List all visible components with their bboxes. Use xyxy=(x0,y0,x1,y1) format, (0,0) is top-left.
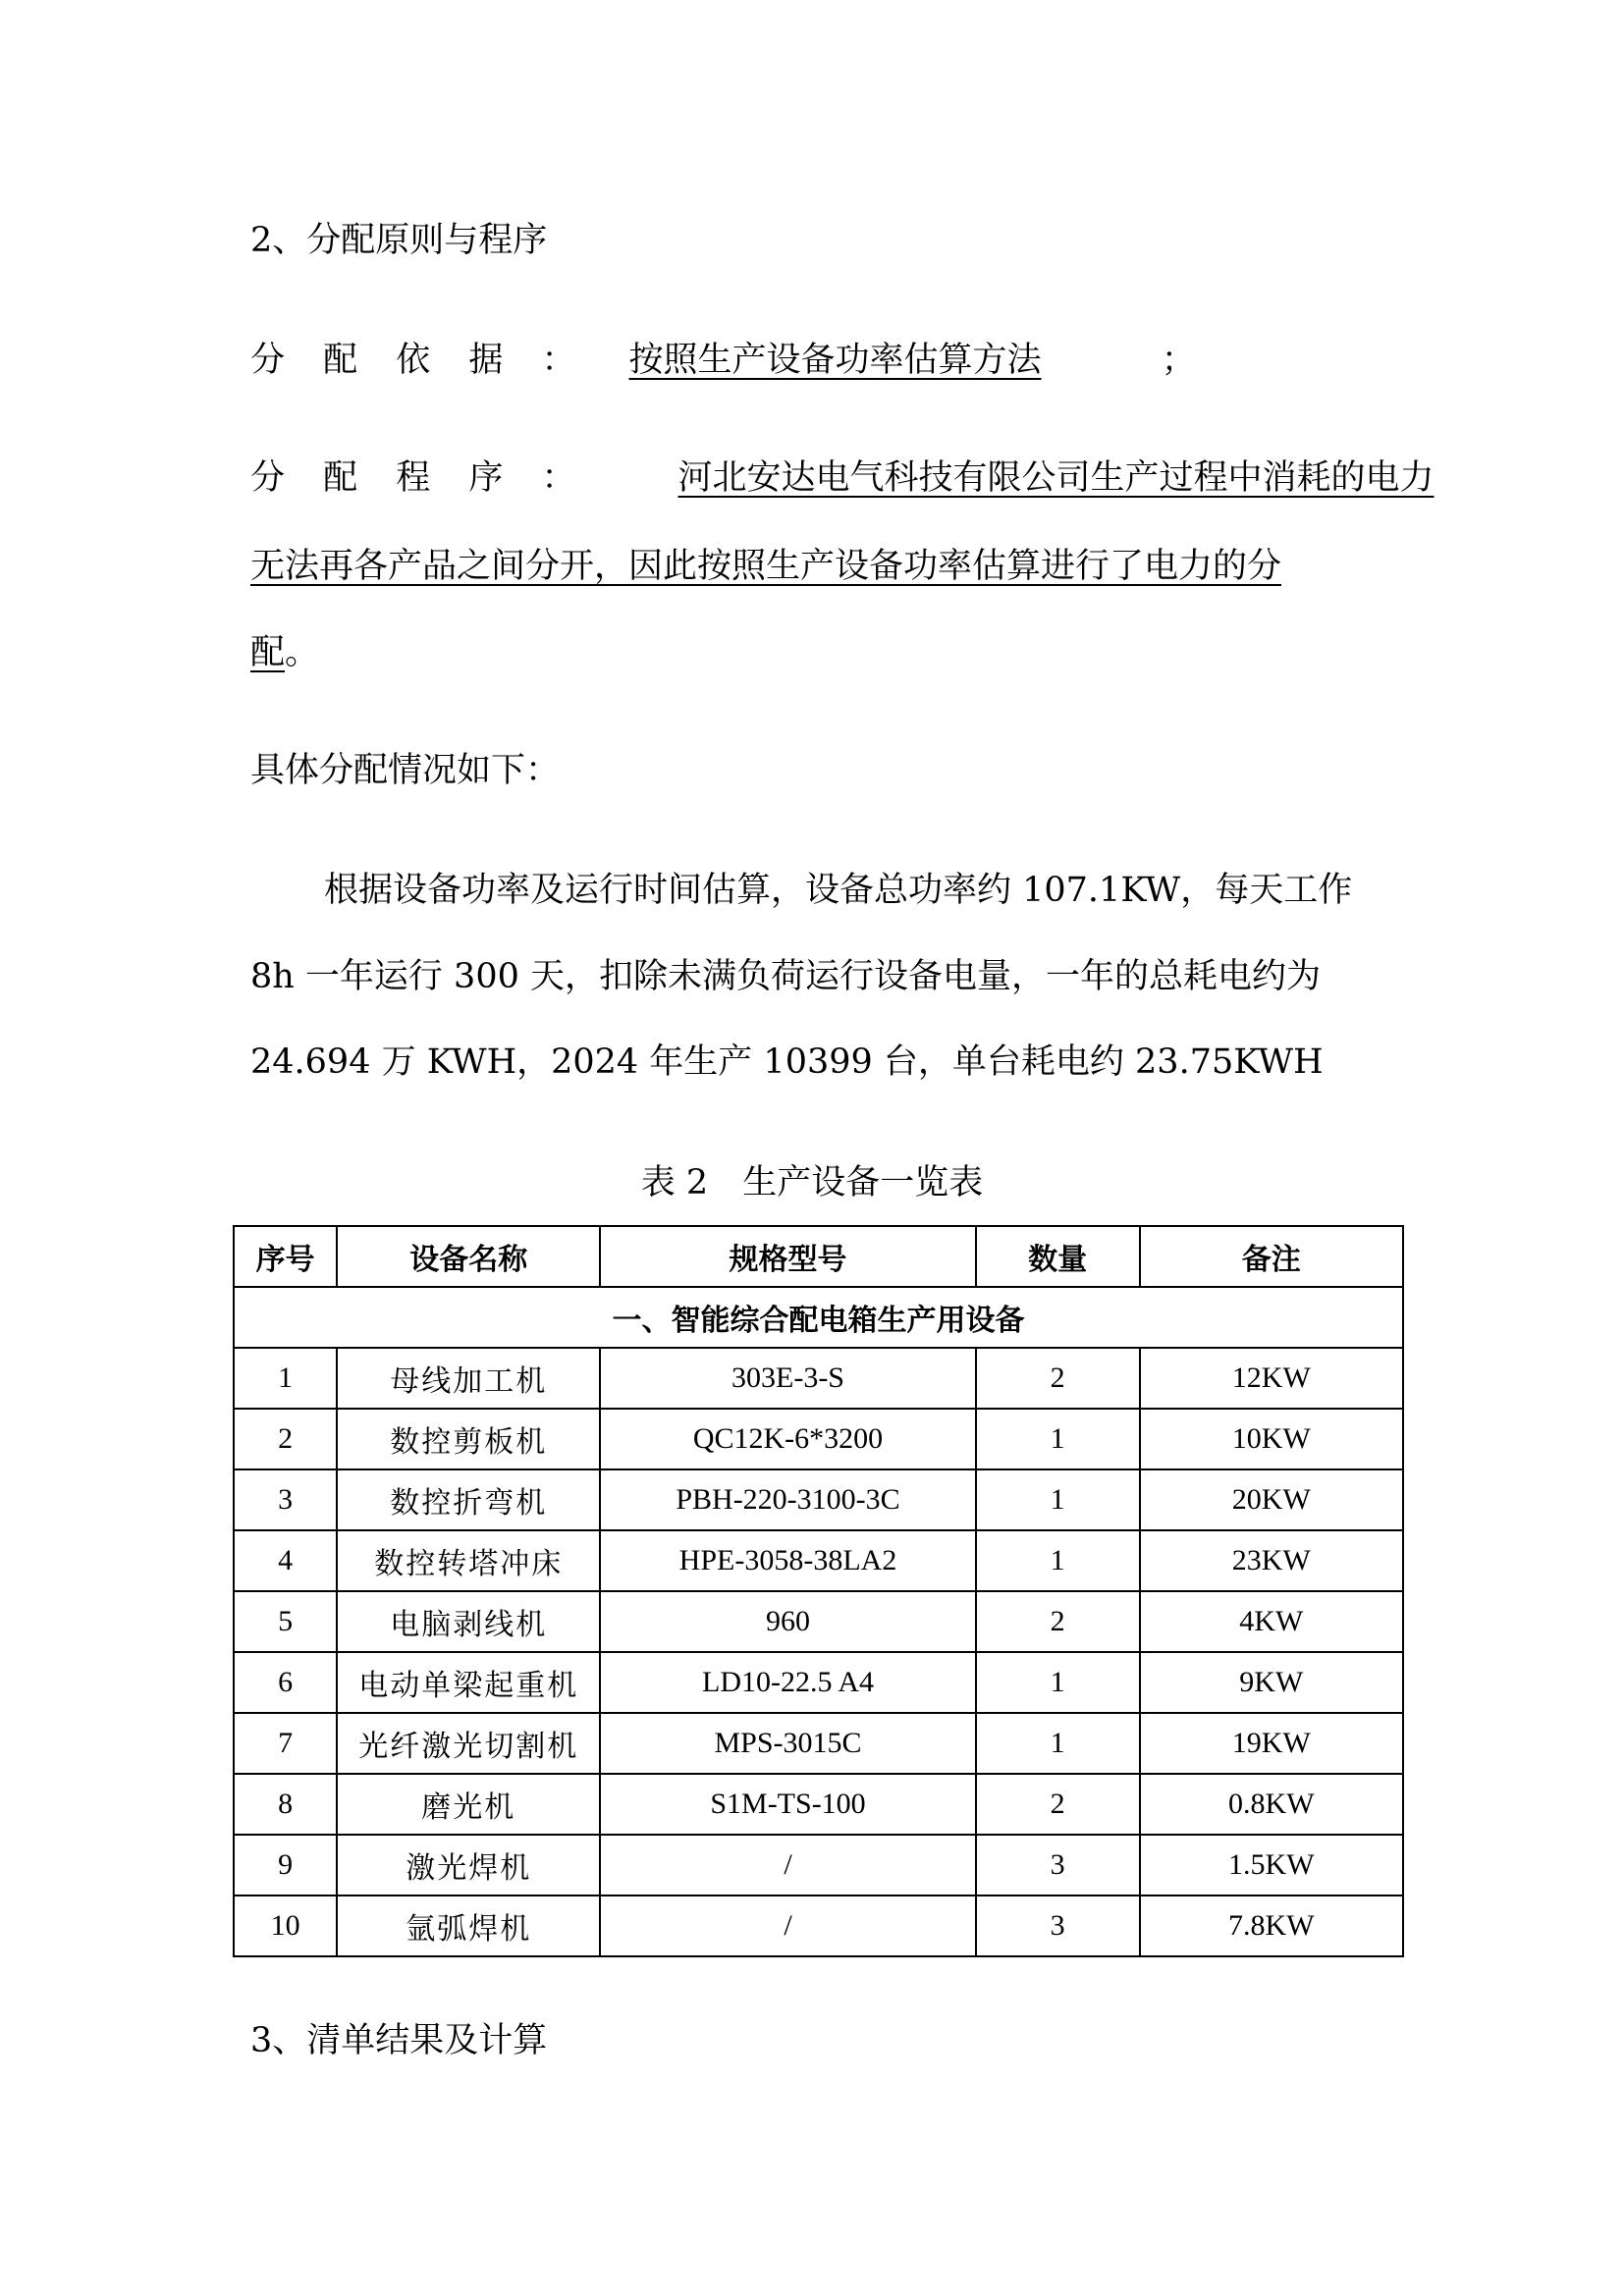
table-row xyxy=(234,1591,1403,1652)
procedure-end: 。 xyxy=(285,633,320,672)
cell-quantity: 2 xyxy=(976,1348,1140,1409)
table-caption: 表 2 生产设备一览表 xyxy=(640,1163,984,1202)
cell-quantity: 2 xyxy=(976,1591,1140,1652)
section-heading-3: 3、清单结果及计算 xyxy=(250,2021,548,2060)
header-index: 序号 xyxy=(234,1226,337,1287)
procedure-text-1: 河北安达电气科技有限公司生产过程中消耗的电力 xyxy=(677,458,1435,498)
table-row xyxy=(234,1896,1403,1956)
header-name: 设备名称 xyxy=(337,1226,600,1287)
procedure-text-3: 配 xyxy=(250,633,286,672)
cell-index: 4 xyxy=(234,1530,337,1591)
header-remark: 备注 xyxy=(1140,1226,1403,1287)
table-row xyxy=(234,1713,1403,1774)
section-title: 一、智能综合配电箱生产用设备 xyxy=(234,1287,1403,1348)
procedure-label: 分 配 程 序 ： xyxy=(250,458,590,498)
cell-quantity: 1 xyxy=(976,1409,1140,1469)
cell-model: / xyxy=(600,1835,976,1896)
header-model: 规格型号 xyxy=(600,1226,976,1287)
cell-name: 母线加工机 xyxy=(337,1348,600,1409)
cell-quantity: 1 xyxy=(976,1530,1140,1591)
cell-index: 9 xyxy=(234,1835,337,1896)
cell-name: 数控折弯机 xyxy=(337,1469,600,1530)
cell-model: 303E-3-S xyxy=(600,1348,976,1409)
cell-quantity: 3 xyxy=(976,1835,1140,1896)
table-section-row xyxy=(234,1287,1403,1348)
cell-index: 1 xyxy=(234,1348,337,1409)
cell-name: 数控剪板机 xyxy=(337,1409,600,1469)
basis-value: 按照生产设备功率估算方法 xyxy=(628,341,1042,380)
cell-name: 数控转塔冲床 xyxy=(337,1530,600,1591)
paragraph-line-3: 24.694 万 KWH，2024 年生产 10399 台，单台耗电约 23.75KWH xyxy=(250,1042,1324,1082)
cell-name: 电脑剥线机 xyxy=(337,1591,600,1652)
table-row xyxy=(234,1774,1403,1835)
table-row xyxy=(234,1469,1403,1530)
table-row xyxy=(234,1652,1403,1713)
cell-name: 电动单梁起重机 xyxy=(337,1652,600,1713)
cell-remark: 4KW xyxy=(1140,1591,1403,1652)
cell-model: 960 xyxy=(600,1591,976,1652)
header-quantity: 数量 xyxy=(976,1226,1140,1287)
table-body xyxy=(234,1287,1403,1956)
cell-quantity: 1 xyxy=(976,1652,1140,1713)
cell-model: QC12K-6*3200 xyxy=(600,1409,976,1469)
section-heading-2: 2、分配原则与程序 xyxy=(250,221,548,260)
equipment-table xyxy=(233,1225,1404,1957)
cell-index: 8 xyxy=(234,1774,337,1835)
cell-model: MPS-3015C xyxy=(600,1713,976,1774)
table-row xyxy=(234,1409,1403,1469)
cell-index: 5 xyxy=(234,1591,337,1652)
paragraph-line-2: 8h 一年运行 300 天，扣除未满负荷运行设备电量，一年的总耗电约为 xyxy=(250,957,1321,996)
cell-index: 3 xyxy=(234,1469,337,1530)
procedure-text-2: 无法再各产品之间分开，因此按照生产设备功率估算进行了电力的分 xyxy=(250,547,1282,586)
basis-value-underlined xyxy=(590,341,1140,380)
cell-index: 7 xyxy=(234,1713,337,1774)
cell-quantity: 1 xyxy=(976,1713,1140,1774)
table-row xyxy=(234,1348,1403,1409)
cell-index: 2 xyxy=(234,1409,337,1469)
table-row xyxy=(234,1530,1403,1591)
cell-remark: 20KW xyxy=(1140,1469,1403,1530)
cell-model: PBH-220-3100-3C xyxy=(600,1469,976,1530)
table-row xyxy=(234,1835,1403,1896)
cell-remark: 7.8KW xyxy=(1140,1896,1403,1956)
cell-remark: 0.8KW xyxy=(1140,1774,1403,1835)
cell-index: 10 xyxy=(234,1896,337,1956)
cell-remark: 9KW xyxy=(1140,1652,1403,1713)
cell-model: S1M-TS-100 xyxy=(600,1774,976,1835)
detail-intro: 具体分配情况如下： xyxy=(250,751,561,790)
cell-remark: 12KW xyxy=(1140,1348,1403,1409)
cell-model: HPE-3058-38LA2 xyxy=(600,1530,976,1591)
cell-quantity: 3 xyxy=(976,1896,1140,1956)
cell-model: LD10-22.5 A4 xyxy=(600,1652,976,1713)
cell-remark: 19KW xyxy=(1140,1713,1403,1774)
cell-remark: 23KW xyxy=(1140,1530,1403,1591)
cell-name: 氩弧焊机 xyxy=(337,1896,600,1956)
allocation-procedure-line-1 xyxy=(250,458,1435,498)
table-header-row xyxy=(234,1226,1403,1287)
cell-index: 6 xyxy=(234,1652,337,1713)
basis-label: 分 配 依 据 ： xyxy=(250,341,590,380)
cell-name: 光纤激光切割机 xyxy=(337,1713,600,1774)
paragraph-line-1: 根据设备功率及运行时间估算，设备总功率约 107.1KW，每天工作 xyxy=(324,871,1353,910)
basis-end: ； xyxy=(1161,341,1196,380)
cell-remark: 10KW xyxy=(1140,1409,1403,1469)
cell-quantity: 1 xyxy=(976,1469,1140,1530)
cell-model: / xyxy=(600,1896,976,1956)
allocation-basis xyxy=(250,341,1196,380)
cell-name: 磨光机 xyxy=(337,1774,600,1835)
allocation-procedure-line-3 xyxy=(250,633,320,672)
cell-remark: 1.5KW xyxy=(1140,1835,1403,1896)
cell-quantity: 2 xyxy=(976,1774,1140,1835)
cell-name: 激光焊机 xyxy=(337,1835,600,1896)
